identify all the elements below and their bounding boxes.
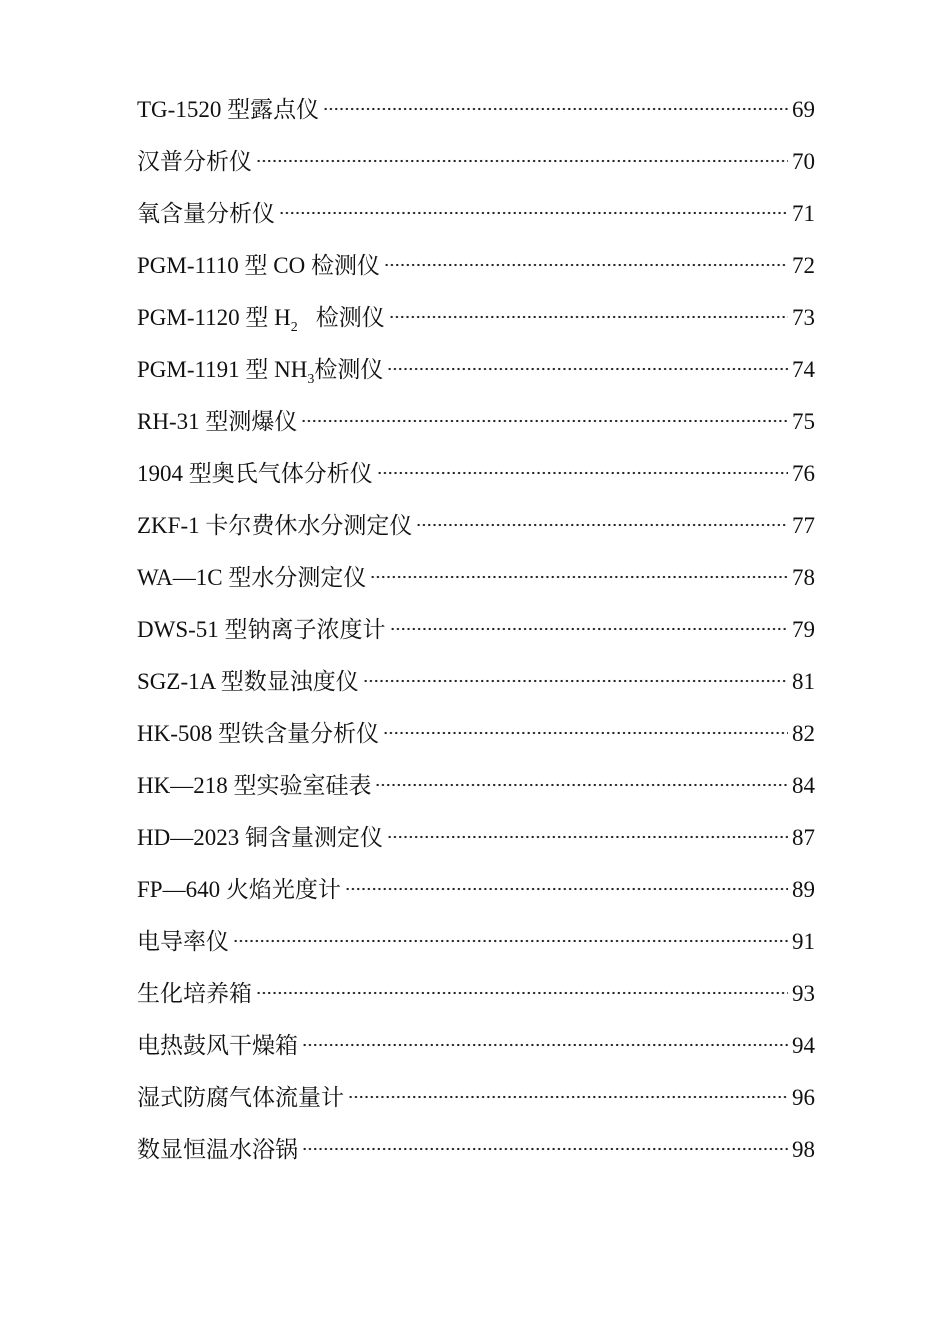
dot-leader — [370, 575, 788, 579]
toc-entry-page: 77 — [792, 513, 815, 538]
toc-entry-page: 79 — [792, 617, 815, 642]
dot-leader — [383, 731, 788, 735]
toc-entry-title: HK-508 型铁含量分析仪 — [137, 721, 380, 746]
subscript: 3 — [307, 372, 315, 387]
dot-leader — [233, 939, 788, 943]
toc-entry-title: RH-31 型测爆仪 — [137, 409, 298, 434]
toc-entry-page: 71 — [792, 201, 815, 226]
toc-entry-15[interactable] — [137, 812, 815, 864]
dot-leader — [384, 263, 788, 267]
dot-leader — [302, 1043, 788, 1047]
dot-leader — [389, 315, 788, 319]
toc-entry-11[interactable] — [137, 604, 815, 656]
toc-entry-title-tail: 检测仪 — [315, 305, 385, 330]
toc-entry-title: 电导率仪 — [137, 929, 229, 954]
dot-leader — [256, 159, 788, 163]
toc-entry-title: SGZ-1A 型数显浊度仪 — [137, 669, 359, 694]
subscript: 2 — [290, 320, 298, 335]
toc-entry-9[interactable] — [137, 500, 815, 552]
table-of-contents — [137, 84, 815, 1176]
toc-entry-1[interactable] — [137, 84, 815, 136]
dot-leader — [323, 107, 788, 111]
dot-leader — [348, 1095, 788, 1099]
dot-leader — [302, 1147, 788, 1151]
toc-entry-5[interactable] — [137, 292, 815, 344]
toc-entry-title: 生化培养箱 — [137, 981, 252, 1006]
toc-entry-page: 73 — [792, 305, 815, 330]
dot-leader — [387, 835, 788, 839]
dot-leader — [301, 419, 788, 423]
toc-entry-17[interactable] — [137, 916, 815, 968]
toc-entry-13[interactable] — [137, 708, 815, 760]
toc-entry-title: 数显恒温水浴锅 — [137, 1137, 298, 1162]
dot-leader — [377, 471, 788, 475]
toc-entry-page: 74 — [792, 357, 815, 382]
toc-entry-page: 81 — [792, 669, 815, 694]
toc-entry-title: 1904 型奥氏气体分析仪 — [137, 461, 373, 486]
toc-entry-10[interactable] — [137, 552, 815, 604]
toc-entry-page: 70 — [792, 149, 815, 174]
toc-entry-page: 89 — [792, 877, 815, 902]
toc-entry-title-main: PGM-1191 型 NH — [137, 357, 308, 382]
toc-entry-title-tail: 检测仪 — [314, 357, 384, 382]
toc-entry-7[interactable] — [137, 396, 815, 448]
toc-entry-title: HD—2023 铜含量测定仪 — [137, 825, 383, 850]
toc-entry-18[interactable] — [137, 968, 815, 1020]
toc-entry-page: 76 — [792, 461, 815, 486]
toc-entry-21[interactable] — [137, 1124, 815, 1176]
dot-leader — [387, 367, 788, 371]
toc-entry-6[interactable] — [137, 344, 815, 396]
toc-entry-page: 78 — [792, 565, 815, 590]
toc-entry-title — [137, 344, 383, 396]
toc-entry-16[interactable] — [137, 864, 815, 916]
toc-entry-title — [137, 292, 385, 344]
toc-entry-3[interactable] — [137, 188, 815, 240]
toc-entry-page: 84 — [792, 773, 815, 798]
toc-entry-title: TG-1520 型露点仪 — [137, 97, 320, 122]
toc-entry-title-main: PGM-1120 型 H — [137, 305, 291, 330]
toc-entry-page: 87 — [792, 825, 815, 850]
toc-entry-title: HK—218 型实验室硅表 — [137, 773, 372, 798]
dot-leader — [416, 523, 788, 527]
toc-entry-title: WA—1C 型水分测定仪 — [137, 565, 367, 590]
toc-entry-page: 96 — [792, 1085, 815, 1110]
toc-entry-8[interactable] — [137, 448, 815, 500]
toc-entry-title: 电热鼓风干燥箱 — [137, 1033, 298, 1058]
dot-leader — [279, 211, 788, 215]
dot-leader — [363, 679, 788, 683]
toc-entry-page: 98 — [792, 1137, 815, 1162]
toc-entry-title: 汉普分析仪 — [137, 149, 252, 174]
dot-leader — [345, 887, 788, 891]
toc-entry-page: 94 — [792, 1033, 815, 1058]
toc-entry-12[interactable] — [137, 656, 815, 708]
toc-entry-20[interactable] — [137, 1072, 815, 1124]
toc-entry-title: 湿式防腐气体流量计 — [137, 1085, 344, 1110]
toc-entry-title: 氧含量分析仪 — [137, 201, 275, 226]
toc-entry-page: 75 — [792, 409, 815, 434]
toc-entry-14[interactable] — [137, 760, 815, 812]
dot-leader — [390, 627, 788, 631]
toc-entry-title: DWS-51 型钠离子浓度计 — [137, 617, 386, 642]
toc-entry-title: FP—640 火焰光度计 — [137, 877, 341, 902]
toc-entry-title: PGM-1110 型 CO 检测仪 — [137, 253, 381, 278]
toc-entry-2[interactable] — [137, 136, 815, 188]
toc-entry-4[interactable] — [137, 240, 815, 292]
toc-entry-page: 72 — [792, 253, 815, 278]
toc-entry-title: ZKF-1 卡尔费休水分测定仪 — [137, 513, 413, 538]
toc-entry-19[interactable] — [137, 1020, 815, 1072]
toc-entry-page: 82 — [792, 721, 815, 746]
dot-leader — [256, 991, 788, 995]
toc-entry-page: 69 — [792, 97, 815, 122]
dot-leader — [375, 783, 788, 787]
toc-entry-page: 93 — [792, 981, 815, 1006]
toc-entry-page: 91 — [792, 929, 815, 954]
